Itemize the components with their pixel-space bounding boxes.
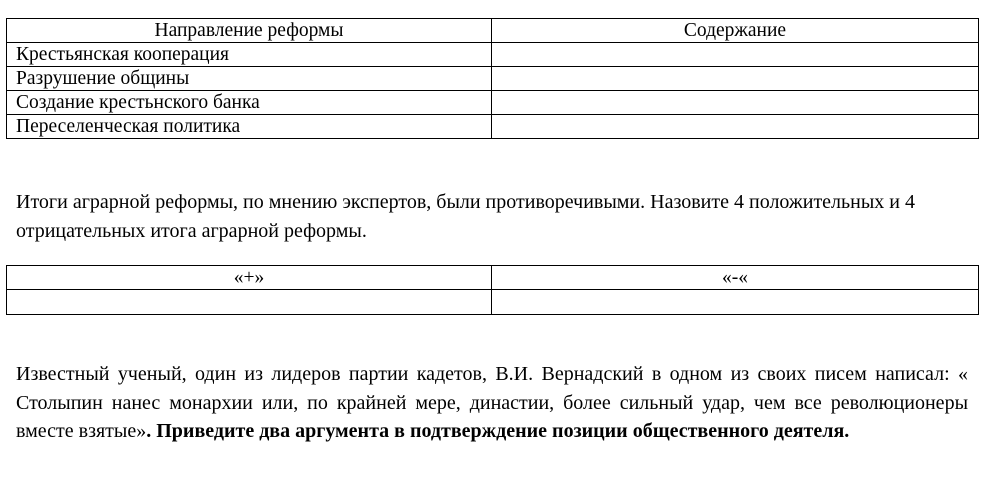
table-row — [7, 290, 979, 315]
task-results-question: Итоги аграрной реформы, по мнению экспертов, были противоречивыми. Назовите 4 положительных и 4 отрицательных итога аграрной реформы. — [16, 191, 916, 242]
cell-direction: Создание крестьнского банка — [7, 91, 492, 115]
cell-direction: Крестьянская кооперация — [7, 43, 492, 67]
reform-results-table — [6, 265, 979, 315]
table-row — [7, 67, 979, 91]
cell-content[interactable] — [492, 43, 979, 67]
table-row — [7, 91, 979, 115]
table-row — [7, 115, 979, 139]
cell-direction: Переселенческая политика — [7, 115, 492, 139]
cell-positive[interactable] — [7, 290, 492, 315]
column-header-content: Содержание — [492, 19, 979, 43]
reform-directions-table — [6, 18, 979, 139]
table-row — [7, 43, 979, 67]
cell-negative[interactable] — [492, 290, 979, 315]
cell-content[interactable] — [492, 67, 979, 91]
table-header-row — [7, 19, 979, 43]
cell-content[interactable] — [492, 115, 979, 139]
table-header-row — [7, 266, 979, 290]
task-instruction-bold: . Приведите два аргумента в подтверждение позиции общественного деятеля. — [146, 420, 850, 442]
cell-direction: Разрушение общины — [7, 67, 492, 91]
vernadsky-quote-text: Известный ученый, один из лидеров партии кадетов, В.И. Вернадский в одном из своих писем написал: « Столыпин нанес монархии или, по крайней мере, династии, более сильный удар, чем все революционеры вместе взятые» — [16, 363, 968, 442]
column-header-direction: Направление реформы — [7, 19, 492, 43]
task-vernadsky-question — [16, 360, 968, 446]
column-header-positive: «+» — [7, 266, 492, 290]
cell-content[interactable] — [492, 91, 979, 115]
column-header-negative: «-« — [492, 266, 979, 290]
